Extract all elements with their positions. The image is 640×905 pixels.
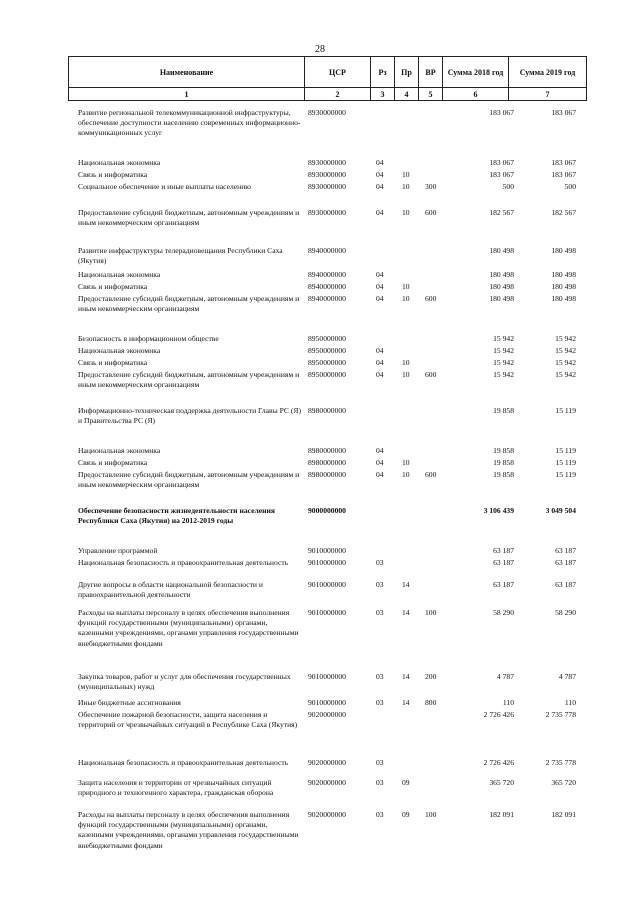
row-rz: 04 [376, 294, 384, 303]
row-rz: 04 [376, 458, 384, 467]
row-name: Информационно-техническая поддержка деятельности Главы РС (Я) и Правительства РС (Я) [78, 406, 302, 426]
row-csr: 8930000000 [308, 208, 346, 217]
row-name: Обеспечение безопасности жизнедеятельности населения Республики Саха (Якутия) на 2012-2019 годы [78, 506, 275, 526]
row-name: Расходы на выплаты персоналу в целях обеспечения выполнения функций государственными (муниципальными) органами, казенными учреждениями, органами управления государственными внебюджетными фондами [78, 810, 299, 850]
col-vr-header: ВР [419, 57, 443, 88]
row-sum-2019: 180 498 [551, 294, 576, 303]
row-name: Национальная безопасность и правоохранительная деятельность [78, 758, 289, 767]
row-csr: 9020000000 [308, 758, 346, 767]
row-rz: 04 [376, 370, 384, 379]
row-name: Социальное обеспечение и иные выплаты населению [78, 182, 251, 191]
row-rz: 03 [376, 778, 384, 787]
row-vr: 100 [425, 608, 437, 617]
row-name: Национальная экономика [78, 346, 161, 355]
col-number: 6 [443, 88, 509, 101]
row-csr: 9020000000 [308, 778, 346, 787]
row-vr: 200 [425, 672, 437, 681]
table-header [68, 56, 587, 101]
row-rz: 04 [376, 182, 384, 191]
row-sum-2019: 180 498 [551, 270, 576, 279]
row-rz: 03 [376, 698, 384, 707]
row-vr: 600 [425, 294, 437, 303]
row-sum-2018: 365 720 [489, 778, 514, 787]
row-name: Национальная экономика [78, 446, 161, 455]
row-csr: 8940000000 [308, 282, 346, 291]
row-vr: 300 [425, 182, 437, 191]
row-csr: 8950000000 [308, 346, 346, 355]
row-csr: 8930000000 [308, 108, 346, 117]
row-sum-2019: 183 067 [551, 170, 576, 179]
row-sum-2019: 63 187 [555, 580, 576, 589]
row-sum-2018: 15 942 [493, 346, 514, 355]
row-name: Связь и информатика [78, 358, 148, 367]
row-name: Развитие инфраструктуры телерадиовещания Республики Саха (Якутия) [78, 246, 283, 266]
row-sum-2019: 500 [564, 182, 576, 191]
row-name: Предоставление субсидий бюджетным, автономным учреждениям и иным некоммерческим организациям [78, 208, 300, 228]
row-csr: 9010000000 [308, 698, 346, 707]
row-pr: 10 [402, 282, 410, 291]
row-sum-2019: 110 [564, 698, 576, 707]
row-name: Предоставление субсидий бюджетным, автономным учреждениям и иным некоммерческим организациям [78, 470, 300, 490]
row-rz: 03 [376, 608, 384, 617]
row-pr: 10 [402, 358, 410, 367]
row-rz: 04 [376, 170, 384, 179]
row-rz: 03 [376, 580, 384, 589]
row-sum-2018: 180 498 [489, 282, 514, 291]
row-rz: 04 [376, 358, 384, 367]
row-name: Связь и информатика [78, 170, 148, 179]
row-sum-2019: 15 942 [555, 346, 576, 355]
row-name: Предоставление субсидий бюджетным, автономным учреждениям и иным некоммерческим организациям [78, 370, 300, 390]
row-rz: 04 [376, 270, 384, 279]
row-csr: 9010000000 [308, 672, 346, 681]
row-sum-2018: 2 726 426 [483, 758, 514, 767]
row-sum-2018: 63 187 [493, 546, 514, 555]
row-pr: 09 [402, 778, 410, 787]
row-sum-2019: 183 067 [551, 108, 576, 117]
row-csr: 8980000000 [308, 458, 346, 467]
row-sum-2018: 19 858 [493, 406, 514, 415]
row-name: Связь и информатика [78, 282, 148, 291]
row-sum-2018: 182 567 [489, 208, 514, 217]
row-name: Развитие региональной телекоммуникационной инфраструктуры, обеспечение доступности населению современных информационно-коммуникационных услуг [78, 108, 301, 138]
row-csr: 8950000000 [308, 370, 346, 379]
row-pr: 09 [402, 810, 410, 819]
row-vr: 600 [425, 370, 437, 379]
row-sum-2018: 183 067 [489, 108, 514, 117]
row-sum-2019: 15 942 [555, 370, 576, 379]
col-pr-header: Пр [395, 57, 419, 88]
row-sum-2018: 58 290 [493, 608, 514, 617]
row-sum-2018: 63 187 [493, 580, 514, 589]
row-sum-2018: 180 498 [489, 270, 514, 279]
row-csr: 8930000000 [308, 170, 346, 179]
col-rz-header: Рз [371, 57, 395, 88]
col-number: 3 [371, 88, 395, 101]
row-sum-2018: 180 498 [489, 294, 514, 303]
row-csr: 8940000000 [308, 294, 346, 303]
row-rz: 04 [376, 158, 384, 167]
row-name: Национальная безопасность и правоохранительная деятельность [78, 558, 289, 567]
row-name: Иные бюджетные ассигнования [78, 698, 181, 707]
row-sum-2018: 19 858 [493, 458, 514, 467]
row-sum-2019: 15 119 [555, 446, 576, 455]
row-sum-2018: 500 [502, 182, 514, 191]
row-vr: 600 [425, 470, 437, 479]
row-rz: 03 [376, 758, 384, 767]
row-rz: 04 [376, 208, 384, 217]
row-rz: 04 [376, 346, 384, 355]
row-sum-2019: 2 735 778 [545, 758, 576, 767]
row-sum-2018: 110 [502, 698, 514, 707]
row-name: Защита населения и территории от чрезвычайных ситуаций природного и техногенного характера, гражданская оборона [78, 778, 274, 798]
row-pr: 14 [402, 608, 410, 617]
row-rz: 03 [376, 558, 384, 567]
row-pr: 10 [402, 170, 410, 179]
row-sum-2018: 15 942 [493, 358, 514, 367]
row-csr: 9000000000 [308, 506, 346, 515]
row-csr: 8930000000 [308, 158, 346, 167]
row-sum-2018: 3 106 439 [483, 506, 514, 515]
row-csr: 8930000000 [308, 182, 346, 191]
row-pr: 14 [402, 580, 410, 589]
row-pr: 10 [402, 470, 410, 479]
row-rz: 04 [376, 470, 384, 479]
row-name: Безопасность в информационном обществе [78, 334, 219, 343]
row-sum-2019: 3 049 504 [545, 506, 576, 515]
row-csr: 8980000000 [308, 406, 346, 415]
row-sum-2019: 365 720 [551, 778, 576, 787]
row-csr: 9020000000 [308, 810, 346, 819]
row-sum-2018: 183 067 [489, 158, 514, 167]
row-sum-2019: 4 787 [558, 672, 576, 681]
row-pr: 10 [402, 208, 410, 217]
row-sum-2019: 58 290 [555, 608, 576, 617]
col-number: 2 [305, 88, 371, 101]
row-sum-2018: 183 067 [489, 170, 514, 179]
row-sum-2019: 182 567 [551, 208, 576, 217]
col-number: 1 [69, 88, 305, 101]
row-rz: 04 [376, 282, 384, 291]
row-rz: 04 [376, 446, 384, 455]
row-name: Закупка товаров, работ и услуг для обеспечения государственных (муниципальных) нужд [78, 672, 291, 692]
row-sum-2019: 15 119 [555, 406, 576, 415]
row-name: Предоставление субсидий бюджетным, автономным учреждениям и иным некоммерческим организациям [78, 294, 300, 314]
row-csr: 9010000000 [308, 580, 346, 589]
row-sum-2018: 180 498 [489, 246, 514, 255]
row-pr: 10 [402, 294, 410, 303]
page-number: 28 [315, 44, 325, 55]
col-number: 5 [419, 88, 443, 101]
row-sum-2018: 15 942 [493, 370, 514, 379]
row-vr: 600 [425, 208, 437, 217]
row-vr: 800 [425, 698, 437, 707]
row-pr: 10 [402, 370, 410, 379]
row-sum-2019: 15 119 [555, 470, 576, 479]
row-pr: 14 [402, 698, 410, 707]
row-name: Другие вопросы в области национальной безопасности и правоохранительной деятельности [78, 580, 263, 600]
row-pr: 14 [402, 672, 410, 681]
row-sum-2019: 183 067 [551, 158, 576, 167]
row-name: Связь и информатика [78, 458, 148, 467]
row-sum-2019: 15 942 [555, 358, 576, 367]
col-csr-header: ЦСР [305, 57, 371, 88]
row-csr: 8950000000 [308, 334, 346, 343]
row-csr: 8940000000 [308, 246, 346, 255]
row-name: Управление программой [78, 546, 158, 555]
row-sum-2019: 15 119 [555, 458, 576, 467]
row-sum-2018: 63 187 [493, 558, 514, 567]
row-pr: 10 [402, 458, 410, 467]
row-csr: 8980000000 [308, 446, 346, 455]
row-sum-2019: 180 498 [551, 246, 576, 255]
row-csr: 8950000000 [308, 358, 346, 367]
col-number: 7 [509, 88, 587, 101]
row-sum-2018: 15 942 [493, 334, 514, 343]
row-csr: 9010000000 [308, 608, 346, 617]
row-csr: 9010000000 [308, 558, 346, 567]
row-sum-2018: 2 726 426 [483, 710, 514, 719]
row-pr: 10 [402, 182, 410, 191]
row-csr: 9010000000 [308, 546, 346, 555]
row-csr: 8980000000 [308, 470, 346, 479]
col-name-header: Наименование [69, 57, 305, 88]
row-sum-2019: 63 187 [555, 546, 576, 555]
row-rz: 03 [376, 810, 384, 819]
row-name: Национальная экономика [78, 270, 161, 279]
row-sum-2018: 182 091 [489, 810, 514, 819]
row-sum-2019: 180 498 [551, 282, 576, 291]
row-sum-2018: 4 787 [496, 672, 514, 681]
col-number: 4 [395, 88, 419, 101]
row-csr: 9020000000 [308, 710, 346, 719]
row-name: Национальная экономика [78, 158, 161, 167]
col-sum2019-header: Сумма 2019 год [509, 57, 587, 88]
row-sum-2019: 182 091 [551, 810, 576, 819]
row-csr: 8940000000 [308, 270, 346, 279]
row-sum-2019: 63 187 [555, 558, 576, 567]
row-name: Обеспечение пожарной безопасности, защита населения и территорий от чрезвычайных ситуаций в Республике Саха (Якутия) [78, 710, 298, 730]
row-sum-2019: 15 942 [555, 334, 576, 343]
row-vr: 100 [425, 810, 437, 819]
col-sum2018-header: Сумма 2018 год [443, 57, 509, 88]
row-sum-2018: 19 858 [493, 446, 514, 455]
row-sum-2018: 19 858 [493, 470, 514, 479]
row-name: Расходы на выплаты персоналу в целях обеспечения выполнения функций государственными (муниципальными) органами, казенными учреждениями, органами управления государственными внебюджетными фондами [78, 608, 299, 648]
row-rz: 03 [376, 672, 384, 681]
row-sum-2019: 2 735 778 [545, 710, 576, 719]
